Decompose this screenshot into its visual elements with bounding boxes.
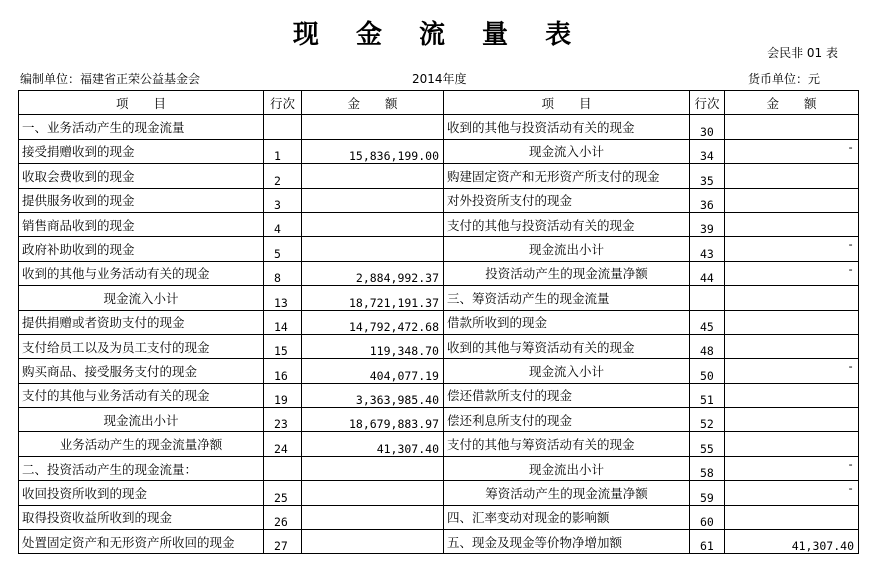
left-item-cell: 收取会费收到的现金 [19,164,264,188]
right-item-cell: 现金流入小计 [444,359,690,383]
table-row [19,310,859,334]
left-line-cell: 3 [264,188,302,212]
table-row [19,505,859,529]
table-row [19,481,859,505]
left-amount-cell: 18,721,191.37 [302,286,444,310]
left-item-cell: 一、业务活动产生的现金流量 [19,115,264,139]
left-item-cell: 支付的其他与业务活动有关的现金 [19,383,264,407]
right-amount-cell [725,432,859,456]
right-amount-cell: - [725,456,859,480]
table-row [19,139,859,163]
table-row [19,383,859,407]
right-line-cell: 50 [690,359,725,383]
table-row [19,334,859,358]
left-line-cell [264,115,302,139]
table-row [19,359,859,383]
right-amount-cell: - [725,359,859,383]
left-amount-cell: 18,679,883.97 [302,408,444,432]
right-item-cell: 三、筹资活动产生的现金流量 [444,286,690,310]
right-item-cell: 现金流出小计 [444,456,690,480]
right-line-cell: 45 [690,310,725,334]
right-item-cell: 借款所收到的现金 [444,310,690,334]
currency-unit: 货币单位：元 [748,72,821,86]
report-year: 2014年度 [412,72,467,86]
left-amount-cell [302,188,444,212]
left-item-cell: 收回投资所收到的现金 [19,481,264,505]
table-row [19,261,859,285]
right-line-cell: 61 [690,530,725,554]
right-line-cell: 39 [690,212,725,236]
left-item-cell: 接受捐赠收到的现金 [19,139,264,163]
right-line-cell: 35 [690,164,725,188]
left-line-cell: 23 [264,408,302,432]
left-item-cell: 现金流出小计 [19,408,264,432]
header-line-left: 行次 [264,91,302,115]
right-amount-cell [725,188,859,212]
table-row [19,212,859,236]
left-amount-cell: 14,792,472.68 [302,310,444,334]
report-title: 现 金 流 量 表 [292,20,586,50]
right-line-cell: 60 [690,505,725,529]
right-amount-cell [725,212,859,236]
left-item-cell: 提供捐赠或者资助支付的现金 [19,310,264,334]
left-amount-cell [302,164,444,188]
table-row [19,408,859,432]
left-item-cell: 收到的其他与业务活动有关的现金 [19,261,264,285]
left-item-cell: 支付给员工以及为员工支付的现金 [19,334,264,358]
left-item-cell: 政府补助收到的现金 [19,237,264,261]
right-line-cell: 58 [690,456,725,480]
right-amount-cell: - [725,261,859,285]
right-amount-cell [725,408,859,432]
left-amount-cell: 41,307.40 [302,432,444,456]
left-line-cell: 14 [264,310,302,334]
left-line-cell: 26 [264,505,302,529]
left-item-cell: 处置固定资产和无形资产所收回的现金 [19,530,264,554]
left-line-cell: 24 [264,432,302,456]
right-line-cell: 52 [690,408,725,432]
right-item-cell: 偿还借款所支付的现金 [444,383,690,407]
right-amount-cell [725,310,859,334]
right-line-cell: 59 [690,481,725,505]
right-line-cell: 44 [690,261,725,285]
left-line-cell: 1 [264,139,302,163]
right-item-cell: 现金流出小计 [444,237,690,261]
right-line-cell: 43 [690,237,725,261]
right-amount-cell [725,334,859,358]
form-code: 会民非 01 表 [767,46,838,60]
left-line-cell: 27 [264,530,302,554]
left-line-cell: 25 [264,481,302,505]
right-item-cell: 收到的其他与筹资活动有关的现金 [444,334,690,358]
right-line-cell: 51 [690,383,725,407]
header-amount-right: 金 额 [725,91,859,115]
left-amount-cell [302,456,444,480]
left-line-cell: 5 [264,237,302,261]
left-amount-cell [302,237,444,261]
right-line-cell: 30 [690,115,725,139]
right-amount-cell [725,286,859,310]
table-row [19,286,859,310]
table-header-row [19,91,859,115]
right-amount-cell: - [725,481,859,505]
right-amount-cell: 41,307.40 [725,530,859,554]
right-amount-cell: - [725,139,859,163]
left-amount-cell: 3,363,985.40 [302,383,444,407]
left-amount-cell [302,115,444,139]
left-line-cell: 15 [264,334,302,358]
right-item-cell: 现金流入小计 [444,139,690,163]
right-item-cell: 四、汇率变动对现金的影响额 [444,505,690,529]
table-row [19,456,859,480]
header-line-right: 行次 [690,91,725,115]
left-line-cell [264,456,302,480]
table-row [19,432,859,456]
left-item-cell: 购买商品、接受服务支付的现金 [19,359,264,383]
right-item-cell: 筹资活动产生的现金流量净额 [444,481,690,505]
header-amount-left: 金 额 [302,91,444,115]
table-row [19,188,859,212]
table-row [19,237,859,261]
left-line-cell: 16 [264,359,302,383]
right-item-cell: 投资活动产生的现金流量净额 [444,261,690,285]
left-amount-cell: 15,836,199.00 [302,139,444,163]
right-line-cell: 55 [690,432,725,456]
right-amount-cell [725,115,859,139]
table-row [19,115,859,139]
left-line-cell: 13 [264,286,302,310]
right-amount-cell [725,383,859,407]
right-amount-cell [725,505,859,529]
left-item-cell: 取得投资收益所收到的现金 [19,505,264,529]
right-item-cell: 收到的其他与投资活动有关的现金 [444,115,690,139]
table-row [19,530,859,554]
left-item-cell: 二、投资活动产生的现金流量： [19,456,264,480]
right-item-cell: 支付的其他与投资活动有关的现金 [444,212,690,236]
left-item-cell: 销售商品收到的现金 [19,212,264,236]
left-amount-cell [302,530,444,554]
right-item-cell: 偿还利息所支付的现金 [444,408,690,432]
right-line-cell [690,286,725,310]
reporting-unit: 编制单位：福建省正荣公益基金会 [20,72,201,86]
left-amount-cell: 2,884,992.37 [302,261,444,285]
right-line-cell: 48 [690,334,725,358]
right-item-cell: 支付的其他与筹资活动有关的现金 [444,432,690,456]
left-item-cell: 提供服务收到的现金 [19,188,264,212]
left-line-cell: 8 [264,261,302,285]
left-amount-cell: 119,348.70 [302,334,444,358]
left-line-cell: 2 [264,164,302,188]
right-item-cell: 五、现金及现金等价物净增加额 [444,530,690,554]
right-line-cell: 36 [690,188,725,212]
left-item-cell: 现金流入小计 [19,286,264,310]
left-line-cell: 19 [264,383,302,407]
left-amount-cell [302,481,444,505]
header-item-left: 项 目 [19,91,264,115]
left-item-cell: 业务活动产生的现金流量净额 [19,432,264,456]
table-row [19,164,859,188]
cash-flow-table [18,90,859,554]
left-amount-cell [302,212,444,236]
right-amount-cell: - [725,237,859,261]
left-amount-cell: 404,077.19 [302,359,444,383]
header-item-right: 项 目 [444,91,690,115]
right-item-cell: 购建固定资产和无形资产所支付的现金 [444,164,690,188]
left-amount-cell [302,505,444,529]
right-line-cell: 34 [690,139,725,163]
right-amount-cell [725,164,859,188]
right-item-cell: 对外投资所支付的现金 [444,188,690,212]
left-line-cell: 4 [264,212,302,236]
